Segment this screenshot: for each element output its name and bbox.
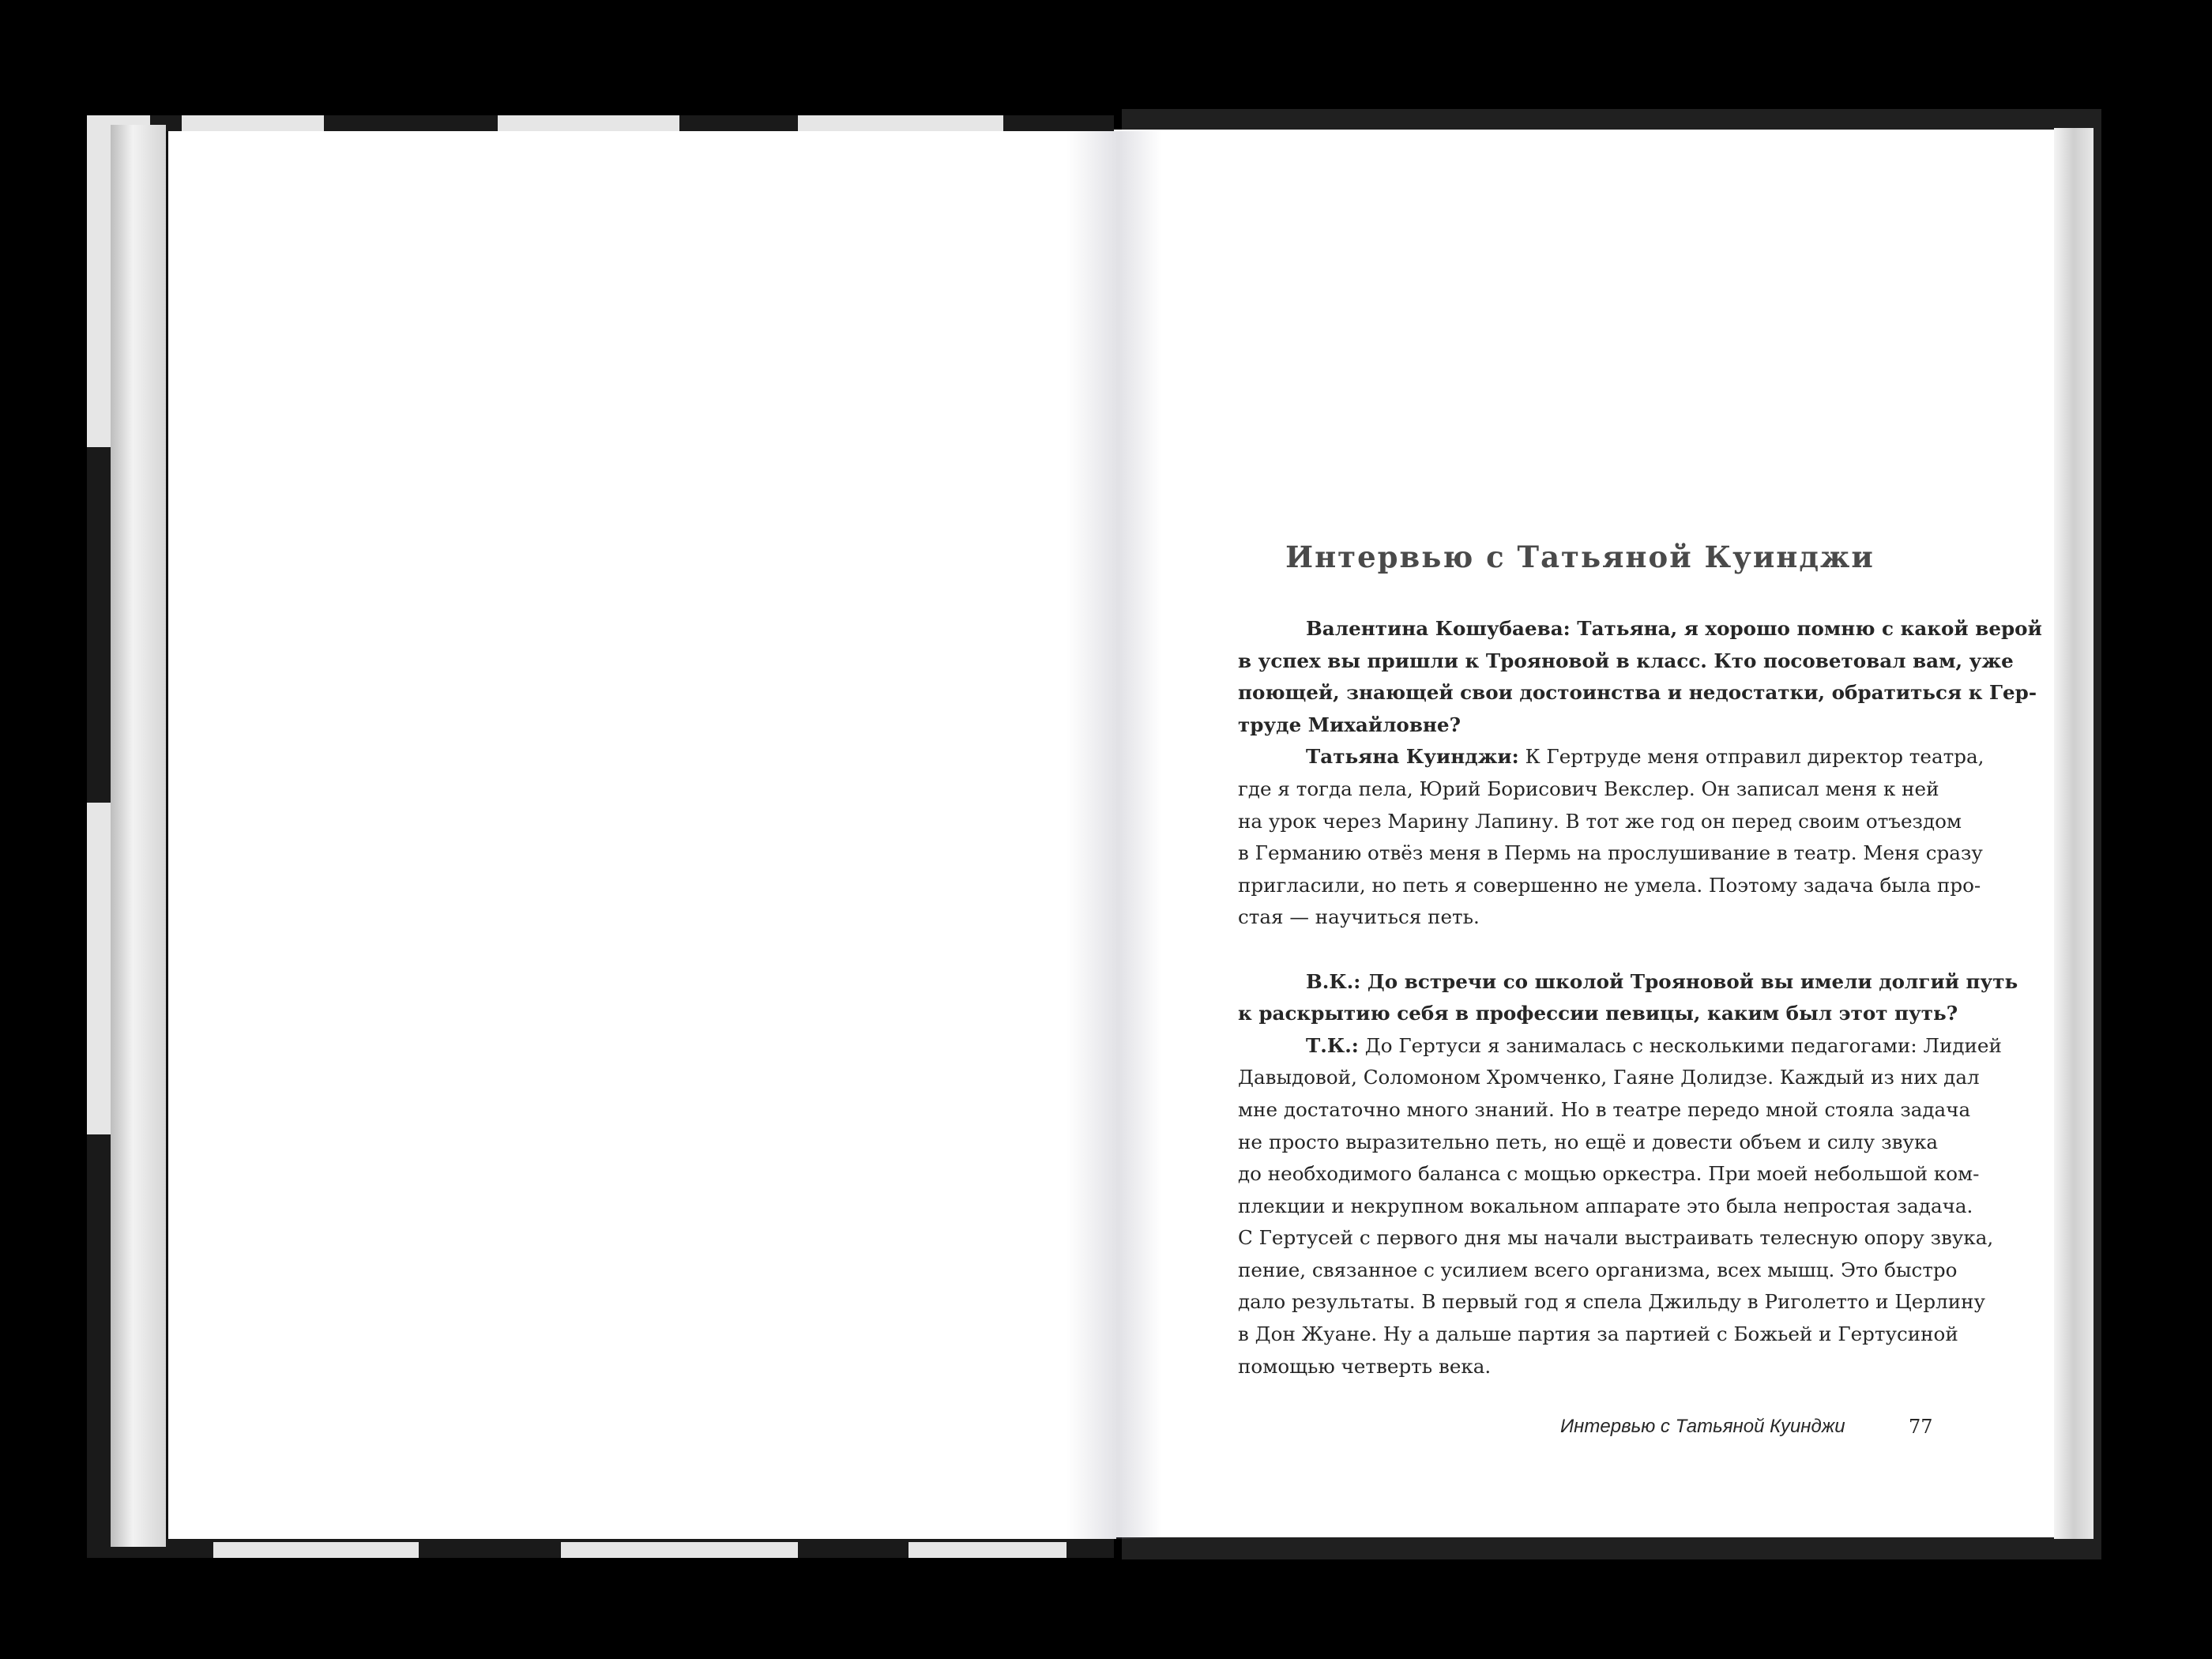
text-line: В.К.: До встречи со школой Трояновой вы имели долгий путь: [1306, 969, 2018, 993]
page-number: 77: [1909, 1416, 1933, 1438]
running-footer-title: Интервью с Татьяной Куинджи: [1560, 1416, 1845, 1437]
chapter-title: Интервью с Татьяной Куинджи: [1285, 540, 1875, 574]
text-line: Давыдовой, Соломоном Хромченко, Гаяне Долидзе. Каждый из них дал: [1238, 1066, 1980, 1089]
page-block-edge-right: [2054, 128, 2094, 1539]
text-line: [1238, 1030, 2002, 1063]
cover-stripe: [798, 115, 1003, 133]
text-line: помощью четверть века.: [1238, 1354, 1492, 1378]
question-paragraph: [1238, 613, 2042, 741]
answer-paragraph: [1238, 1030, 2002, 1383]
text-line: к раскрытию себя в профессии певицы, каким был этот путь?: [1238, 1002, 1958, 1025]
text-line: до необходимого баланса с мощью оркестра. При моей небольшой ком-: [1238, 1162, 1980, 1186]
text-line: в успех вы пришли к Трояновой в класс. Кто посоветовал вам, уже: [1238, 649, 2014, 672]
answer-paragraph: [1238, 741, 1984, 934]
cover-stripe: [561, 1542, 798, 1558]
left-page: [166, 131, 1116, 1539]
text-line: стая — научиться петь.: [1238, 905, 1480, 929]
text-line: в Дон Жуане. Ну а дальше партия за партией с Божьей и Гертусиной: [1238, 1322, 1958, 1346]
cover-stripe: [213, 1542, 419, 1558]
answer-text: До Гертуси я занималась с несколькими педагогами: Лидией: [1358, 1033, 2002, 1057]
answer-text: К Гертруде меня отправил директор театра,: [1518, 745, 1984, 769]
text-line: плекции и некрупном вокальном аппарате это была непростая задача.: [1238, 1194, 1973, 1217]
paragraph-gap: [1238, 934, 1938, 966]
text-line: в Германию отвёз меня в Пермь на прослушивание в театр. Меня сразу: [1238, 841, 1983, 865]
text-line: где я тогда пела, Юрий Борисович Векслер. Он записал меня к ней: [1238, 777, 1939, 800]
book-gutter: [1066, 131, 1161, 1539]
speaker-name: Татьяна Куинджи:: [1306, 745, 1519, 769]
question-paragraph: [1238, 966, 2018, 1030]
cover-stripe: [908, 1542, 1066, 1558]
text-line: С Гертусей с первого дня мы начали выстраивать телесную опору звука,: [1238, 1226, 1994, 1250]
text-line: Валентина Кошубаева: Татьяна, я хорошо помню с какой верой: [1306, 617, 2042, 640]
text-line: не просто выразительно петь, но ещё и довести объем и силу звука: [1238, 1130, 1938, 1153]
text-line: труде Михайловне?: [1238, 713, 1461, 736]
text-line: пение, связанное с усилием всего организма, всех мышц. Это быстро: [1238, 1258, 1958, 1281]
speaker-name: Т.К.:: [1306, 1033, 1359, 1057]
cover-stripe: [182, 115, 324, 133]
cover-stripe: [498, 115, 679, 133]
bleed-through-text: [332, 561, 980, 619]
text-line: [1238, 741, 1984, 773]
text-line: дало результаты. В первый год я спела Джильду в Риголетто и Церлину: [1238, 1290, 1985, 1314]
text-line: на урок через Марину Лапину. В тот же год он перед своим отъездом: [1238, 809, 1962, 833]
text-line: мне достаточно много знаний. Но в театре передо мной стояла задача: [1238, 1097, 1971, 1121]
page-block-edge-left: [111, 125, 166, 1547]
text-line: поющей, знающей свои достоинства и недостатки, обратиться к Гер-: [1238, 681, 2037, 705]
text-line: пригласили, но петь я совершенно не умела. Поэтому задача была про-: [1238, 873, 1981, 897]
interview-body: [1238, 613, 2042, 1382]
